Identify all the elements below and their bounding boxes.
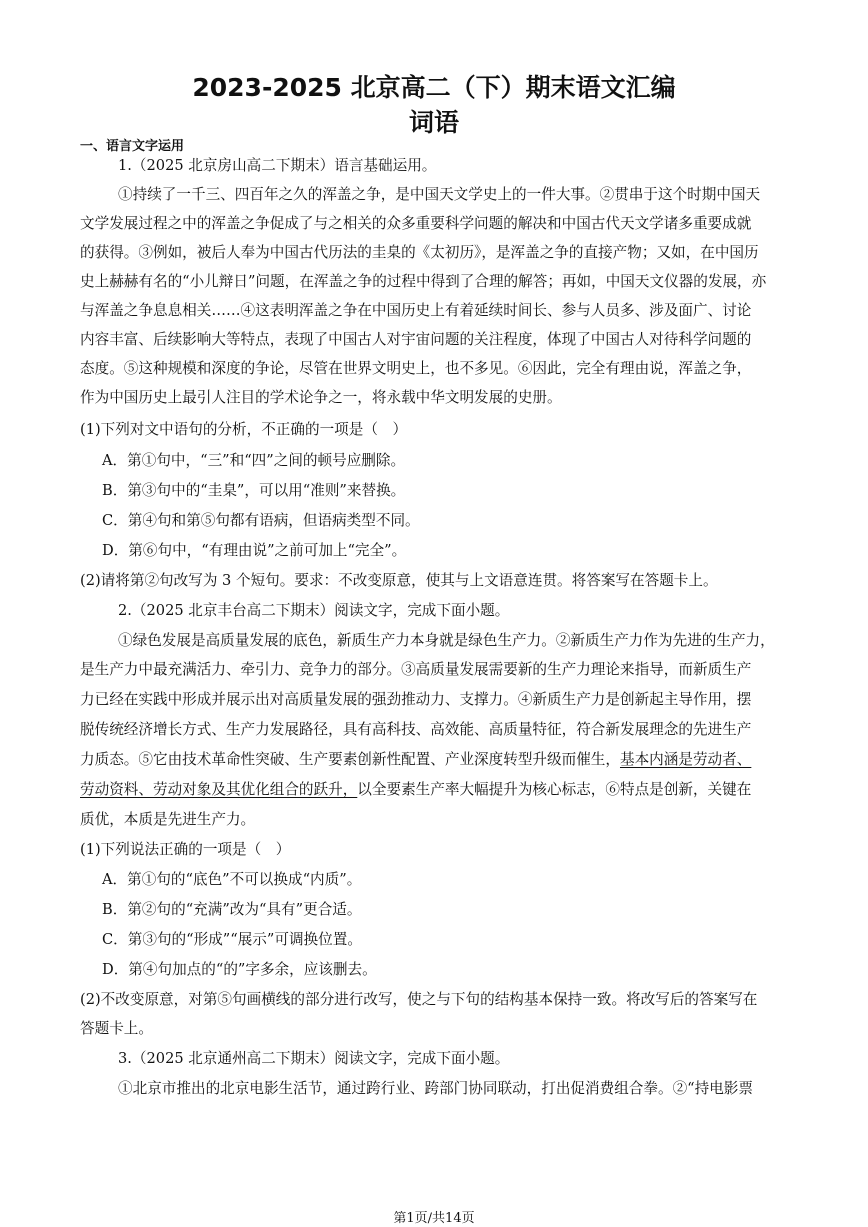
option-d: D．第④句加点的“的”字多余，应该删去。 xyxy=(102,961,377,978)
question-3-passage-line: ①北京市推出的北京电影生活节，通过跨行业、跨部门协同联动，打出促消费组合拳。②“持电影票 xyxy=(118,1080,753,1097)
passage-line: 内容丰富、后续影响大等特点，表现了中国古人对宇宙问题的关注程度，体现了中国古人对待科学问题的 xyxy=(80,331,752,348)
passage-line: 与浑盖之争息息相关……④这表明浑盖之争在中国历史上有着延续时间长、参与人员多、涉及面广、讨论 xyxy=(80,302,752,319)
question-1-sub2: (2)请将第②句改写为 3 个短句。要求：不改变原意，使其与上文语意连贯。将答案写在答题卡上。 xyxy=(80,572,718,589)
passage-line: 的获得。③例如，被后人奉为中国古代历法的圭臬的《太初历》，是浑盖之争的直接产物；又如，在中国历 xyxy=(80,244,759,261)
passage-line: 作为中国历史上最引人注目的学术论争之一，将永载中华文明发展的史册。 xyxy=(80,389,562,406)
document-subtitle: 词语 xyxy=(408,108,459,137)
question-2-sub1: (1)下列说法正确的一项是（ ） xyxy=(80,841,291,858)
passage-line: 史上赫赫有名的“小儿辩日”问题，在浑盖之争的过程中得到了合理的解答；再如，中国天文仪器的发展，亦 xyxy=(80,273,767,290)
option-c: C．第③句的“形成”“展示”可调换位置。 xyxy=(102,931,362,948)
option-a: A．第①句中，“三”和“四”之间的顿号应删除。 xyxy=(102,452,406,469)
underlined-text: 基本内涵是劳动者、 xyxy=(619,751,752,768)
passage-text: 以全要素生产率大幅提升为核心标志，⑥特点是创新，关键在 xyxy=(357,781,752,798)
page-footer: 第1页/共14页 xyxy=(393,1211,475,1226)
question-3-heading: 3.（2025 北京通州高二下期末）阅读文字，完成下面小题。 xyxy=(118,1050,510,1067)
underlined-text: 劳动资料、劳动对象及其优化组合的跃升， xyxy=(80,781,358,798)
document-title: 2023-2025 北京高二（下）期末语文汇编 xyxy=(192,73,676,102)
question-2-sub2: (2)不改变原意，对第⑤句画横线的部分进行改写，使之与下句的结构基本保持一致。将改写后的答案写在 xyxy=(80,991,758,1008)
passage-line: ①绿色发展是高质量发展的底色，新质生产力本身就是绿色生产力。②新质生产力作为先进的生产力， xyxy=(118,632,775,649)
passage-line xyxy=(80,780,751,800)
passage-text: 力质态。⑤它由技术革命性突破、生产要素创新性配置、产业深度转型升级而催生， xyxy=(80,751,620,768)
question-1-sub1: (1)下列对文中语句的分析，不正确的一项是（ ） xyxy=(80,421,408,438)
option-d: D．第⑥句中，“有理由说”之前可加上“完全”。 xyxy=(102,542,407,559)
passage-line: 是生产力中最充满活力、牵引力、竞争力的部分。③高质量发展需要新的生产力理论来指导，而新质生产 xyxy=(80,661,752,678)
passage-line: 力已经在实践中形成并展示出对高质量发展的强劲推动力、支撑力。④新质生产力是创新起主导作用，摆 xyxy=(80,691,752,708)
option-a: A．第①句的“底色”不可以换成“内质”。 xyxy=(102,871,362,888)
passage-line xyxy=(80,750,751,770)
option-c: C．第④句和第⑤句都有语病，但语病类型不同。 xyxy=(102,512,420,529)
question-1-heading: 1.（2025 北京房山高二下期末）语言基础运用。 xyxy=(118,157,437,174)
passage-line: ①持续了一千三、四百年之久的浑盖之争，是中国天文学史上的一件大事。②贯串于这个时期中国天 xyxy=(118,186,761,203)
section-heading: 一、语言文字运用 xyxy=(80,139,185,154)
passage-line: 质优，本质是先进生产力。 xyxy=(80,811,256,828)
question-2-heading: 2.（2025 北京丰台高二下期末）阅读文字，完成下面小题。 xyxy=(118,602,510,619)
passage-line: 态度。⑤这种规模和深度的争论，尽管在世界文明史上，也不多见。⑥因此，完全有理由说，浑盖之争， xyxy=(80,360,752,377)
passage-line: 文学发展过程之中的浑盖之争促成了与之相关的众多重要科学问题的解决和中国古代天文学诸多重要成就 xyxy=(80,215,752,232)
option-b: B．第②句的“充满”改为“具有”更合适。 xyxy=(102,901,362,918)
option-b: B．第③句中的“圭臬”，可以用“准则”来替换。 xyxy=(102,482,406,499)
passage-line: 脱传统经济增长方式、生产力发展路径，具有高科技、高效能、高质量特征，符合新发展理念的先进生产 xyxy=(80,721,752,738)
question-2-sub2-cont: 答题卡上。 xyxy=(80,1020,153,1037)
